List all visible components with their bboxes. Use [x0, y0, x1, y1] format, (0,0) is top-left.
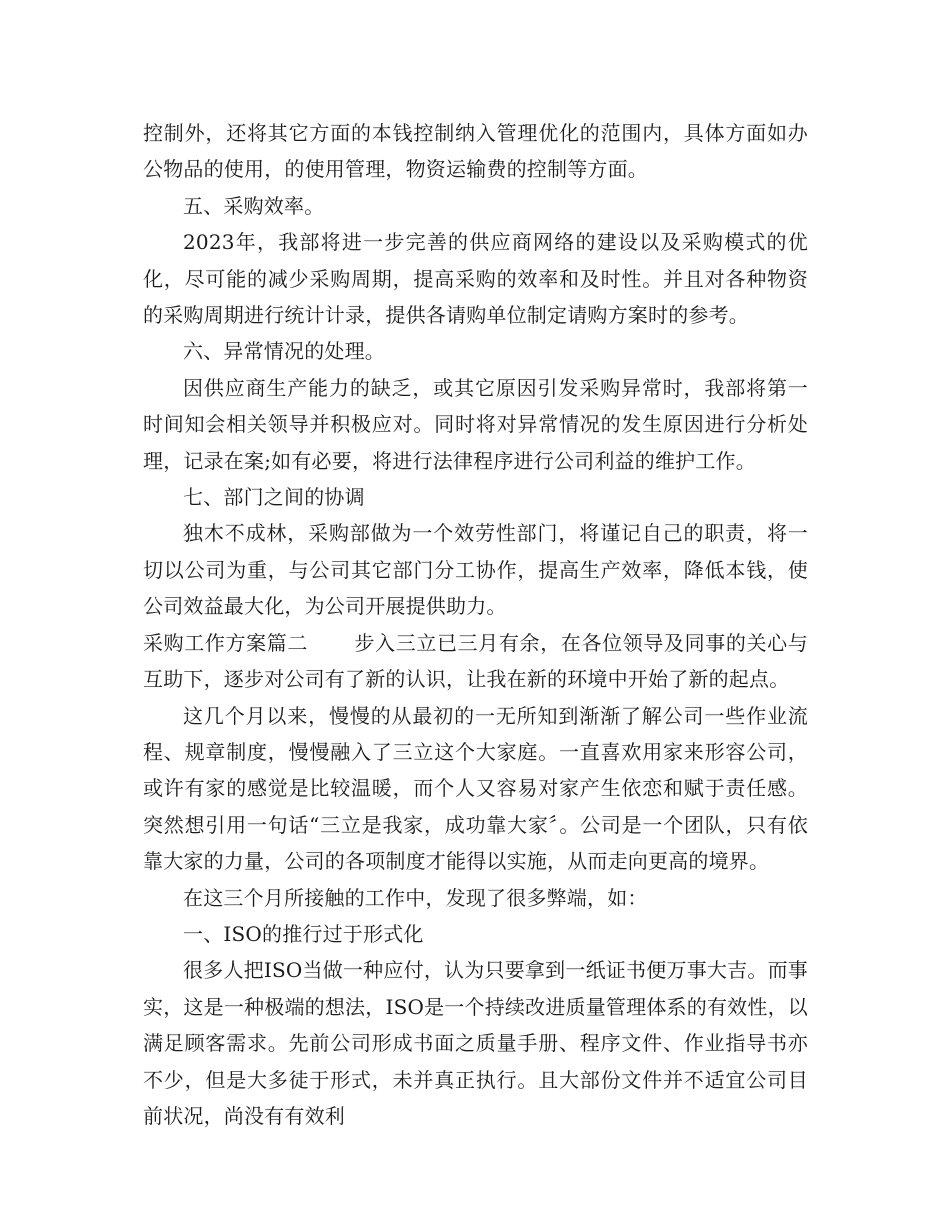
section-title: 采购工作方案篇二 — [143, 630, 309, 655]
paragraph: 独木不成林，采购部做为一个效劳性部门，将谨记自己的职责，将一切以公司为重，与公司其它部门分工协作，提高生产效率，降低本钱，使公司效益最大化，为公司开展提供助力。 — [143, 521, 808, 619]
section-intro: 步入三立已三月有余，在各位领导及同事的关心与互助下，逐步对公司有了新的认识，让我在新的环境中开始了新的起点。 — [143, 630, 808, 692]
paragraph: 很多人把ISO当做一种应付，认为只要拿到一纸证书便万事大吉。而事实，这是一种极端的想法，ISO是一个持续改进质量管理体系的有效性，以满足顾客需求。先前公司形成书面之质量手册、程序文件、作业指导书亦不少，但是大多徒于形式，未并真正执行。且大部份文件并不适宜公司目前状况，尚没有有效利 — [143, 958, 808, 1128]
paragraph: 2023年，我部将进一步完善的供应商网络的建设以及采购模式的优化，尽可能的减少采购周期，提高采购的效率和及时性。并且对各种物资的采购周期进行统计计录，提供各请购单位制定请购方案时的参考。 — [143, 230, 808, 328]
paragraph: 这几个月以来，慢慢的从最初的一无所知到渐渐了解公司一些作业流程、规章制度，慢慢融入了三立这个大家庭。一直喜欢用家来形容公司，或许有家的感觉是比较温暖，而个人又容易对家产生依恋和赋于责任感。突然想引用一句话“三立是我家，成功靠大家〞。公司是一个团队，只有依靠大家的力量，公司的各项制度才能得以实施，从而走向更高的境界。 — [143, 703, 808, 874]
section-start — [143, 625, 808, 698]
section-heading: 六、异常情况的处理。 — [183, 339, 385, 364]
document-body — [143, 115, 808, 1134]
section-heading: 一、ISO的推行过于形式化 — [183, 921, 424, 946]
paragraph: 因供应商生产能力的缺乏，或其它原因引发采购异常时，我部将第一时间知会相关领导并积极应对。同时将对异常情况的发生原因进行分析处理，记录在案;如有必要，将进行法律程序进行公司利益的维护工作。 — [143, 375, 808, 473]
section-heading: 七、部门之间的协调 — [183, 485, 365, 510]
section-heading: 五、采购效率。 — [183, 193, 325, 218]
paragraph: 在这三个月所接触的工作中，发现了很多弊端，如： — [183, 885, 648, 910]
paragraph: 控制外，还将其它方面的本钱控制纳入管理优化的范围内，具体方面如办公物品的使用，的使用管理，物资运输费的控制等方面。 — [143, 121, 808, 182]
